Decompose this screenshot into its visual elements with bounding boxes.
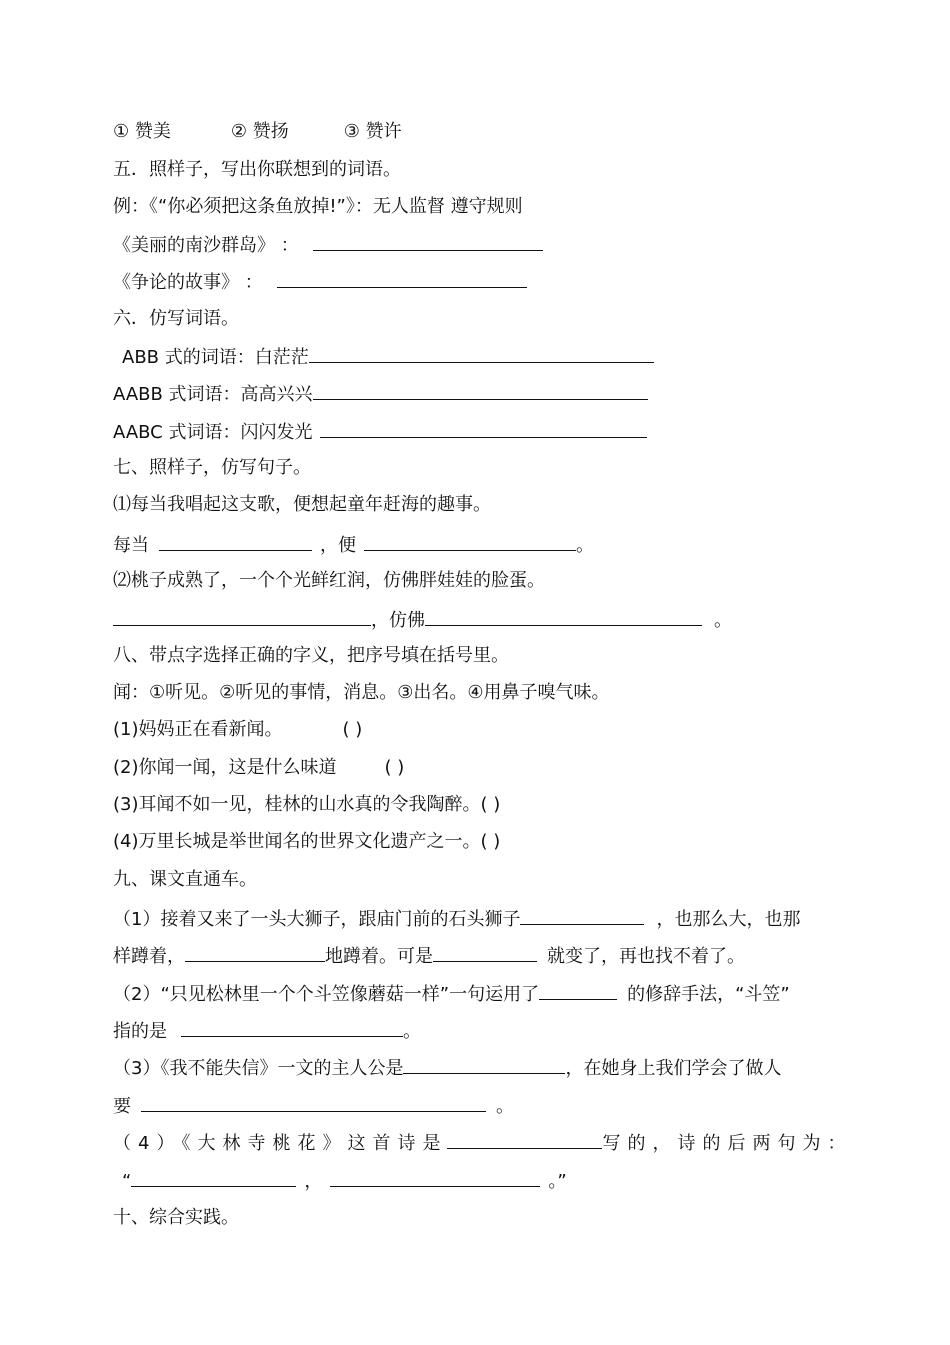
- option-1: ① 赞美: [113, 121, 171, 142]
- p4-end: 。”: [548, 1171, 567, 1192]
- section-7-example-2: ⑵桃子成熟了，一个个光鲜红润，仿佛胖娃娃的脸蛋。: [113, 570, 545, 591]
- section-7-example-1: ⑴每当我唱起这支歌，便想起童年赶海的趣事。: [113, 494, 491, 515]
- p4-open-quote: “: [122, 1171, 132, 1192]
- section-5-q2: [113, 269, 527, 295]
- section-9-p2-line1: [113, 981, 790, 1007]
- answer-blank[interactable]: [309, 344, 654, 363]
- section-7-fill-2: [113, 607, 732, 633]
- p1-text-d: 地蹲着。可是: [325, 946, 433, 967]
- section-9-title: 九、课文直通车。: [113, 869, 257, 890]
- section-6-aabc: [113, 419, 647, 445]
- p2-end: 。: [403, 1021, 421, 1042]
- answer-blank[interactable]: [425, 607, 702, 626]
- section-8-q1: [113, 718, 362, 742]
- section-7-title: 七、照样子，仿写句子。: [113, 457, 311, 478]
- p1-text-e: 就变了，再也找不着了。: [547, 946, 745, 967]
- section-6-aabb: [113, 381, 648, 407]
- p2-text-c: 指的是: [113, 1021, 167, 1042]
- section-10-title: 十、综合实践。: [113, 1207, 239, 1228]
- fill-1-start: 每当: [113, 535, 149, 556]
- option-2: ② 赞扬: [230, 121, 289, 142]
- answer-blank[interactable]: [520, 906, 644, 925]
- section-9-p3-line2: [113, 1093, 514, 1119]
- p3-text-b: ，在她身上我们学会了做人: [565, 1058, 782, 1079]
- answer-blank[interactable]: [277, 269, 527, 288]
- answer-blank[interactable]: [330, 1168, 540, 1187]
- answer-blank[interactable]: [403, 1055, 565, 1074]
- section-9-p3-line1: [113, 1055, 781, 1081]
- q1-label: 《美丽的南沙群岛》 ：: [113, 235, 299, 256]
- fill-1-end: 。: [576, 535, 594, 556]
- answer-blank[interactable]: [313, 232, 543, 251]
- section-8-title: 八、带点字选择正确的字义，把序号填在括号里。: [113, 645, 509, 666]
- section-9-p2-line2: [113, 1018, 421, 1044]
- p4-text-a: （4）《大林寺桃花》这首诗是: [113, 1133, 448, 1154]
- section-7-fill-1: [113, 532, 594, 558]
- section-5-example: 例：《“你必须把这条鱼放掉!”》：无人监督 遵守规则: [113, 196, 523, 217]
- p1-text-b: ，也那么大，也那: [656, 909, 801, 930]
- section-8-q3: (3)耳闻不如一见，桂林的山水真的令我陶醉。( ): [113, 794, 501, 815]
- section-5-title: 五．照样子，写出你联想到的词语。: [113, 159, 401, 180]
- aabb-label: AABB 式词语：高高兴兴: [113, 384, 313, 405]
- section-9-p1-line2: [113, 943, 745, 969]
- answer-blank[interactable]: [181, 1018, 403, 1037]
- section-8-definitions: 闻：①听见。②听见的事情，消息。③出名。④用鼻子嗅气味。: [113, 682, 610, 703]
- answer-blank[interactable]: [364, 532, 576, 551]
- fill-2-end: 。: [714, 610, 732, 631]
- p1-text-c: 样蹲着，: [113, 946, 185, 967]
- section-6-abb: [122, 344, 654, 370]
- p2-text-a: （2）“只见松林里一个个斗笠像蘑菇一样”一句运用了: [113, 984, 540, 1005]
- section-9-p4-line1: [113, 1130, 852, 1156]
- aabc-label: AABC 式词语：闪闪发光: [113, 422, 313, 443]
- option-3: ③ 赞许: [343, 121, 402, 142]
- answer-parens[interactable]: ( ): [342, 719, 363, 740]
- answer-blank[interactable]: [159, 532, 312, 551]
- abb-label: ABB 式的词语：白茫茫: [122, 347, 309, 368]
- answer-blank[interactable]: [113, 607, 371, 626]
- q2-label: 《争论的故事》 ：: [113, 272, 263, 293]
- answer-blank[interactable]: [131, 1168, 296, 1187]
- p4-text-b: 写的，诗的后两句为：: [602, 1133, 853, 1154]
- p3-end: 。: [496, 1096, 514, 1117]
- p3-text-c: 要: [113, 1096, 131, 1117]
- p3-text-a: （3）《我不能失信》一文的主人公是: [113, 1058, 404, 1079]
- answer-blank[interactable]: [141, 1093, 486, 1112]
- answer-blank[interactable]: [433, 943, 537, 962]
- answer-blank[interactable]: [447, 1130, 602, 1149]
- fill-2-middle: ，仿佛: [371, 610, 425, 631]
- section-9-p4-line2: [122, 1168, 567, 1194]
- section-6-title: 六．仿写词语。: [113, 308, 239, 329]
- section-8-q4: (4)万里长城是举世闻名的世界文化遗产之一。( ): [113, 831, 501, 852]
- options-row: [113, 120, 402, 144]
- answer-blank[interactable]: [539, 981, 617, 1000]
- section-9-p1-line1: [113, 906, 800, 932]
- section-5-q1: [113, 232, 543, 258]
- p1-text-a: （1）接着又来了一头大狮子，跟庙门前的石头狮子: [113, 909, 521, 930]
- fill-1-middle: ，便: [320, 535, 356, 556]
- section-8-q2: [113, 756, 404, 780]
- answer-parens[interactable]: ( ): [384, 757, 405, 778]
- answer-blank[interactable]: [313, 381, 648, 400]
- answer-blank[interactable]: [320, 419, 647, 438]
- q1-text: (1)妈妈正在看新闻。: [113, 719, 283, 740]
- p2-text-b: 的修辞手法，“斗笠”: [627, 984, 790, 1005]
- q2-text: (2)你闻一闻，这是什么味道: [113, 757, 337, 778]
- p4-comma: ，: [304, 1171, 323, 1192]
- answer-blank[interactable]: [185, 943, 325, 962]
